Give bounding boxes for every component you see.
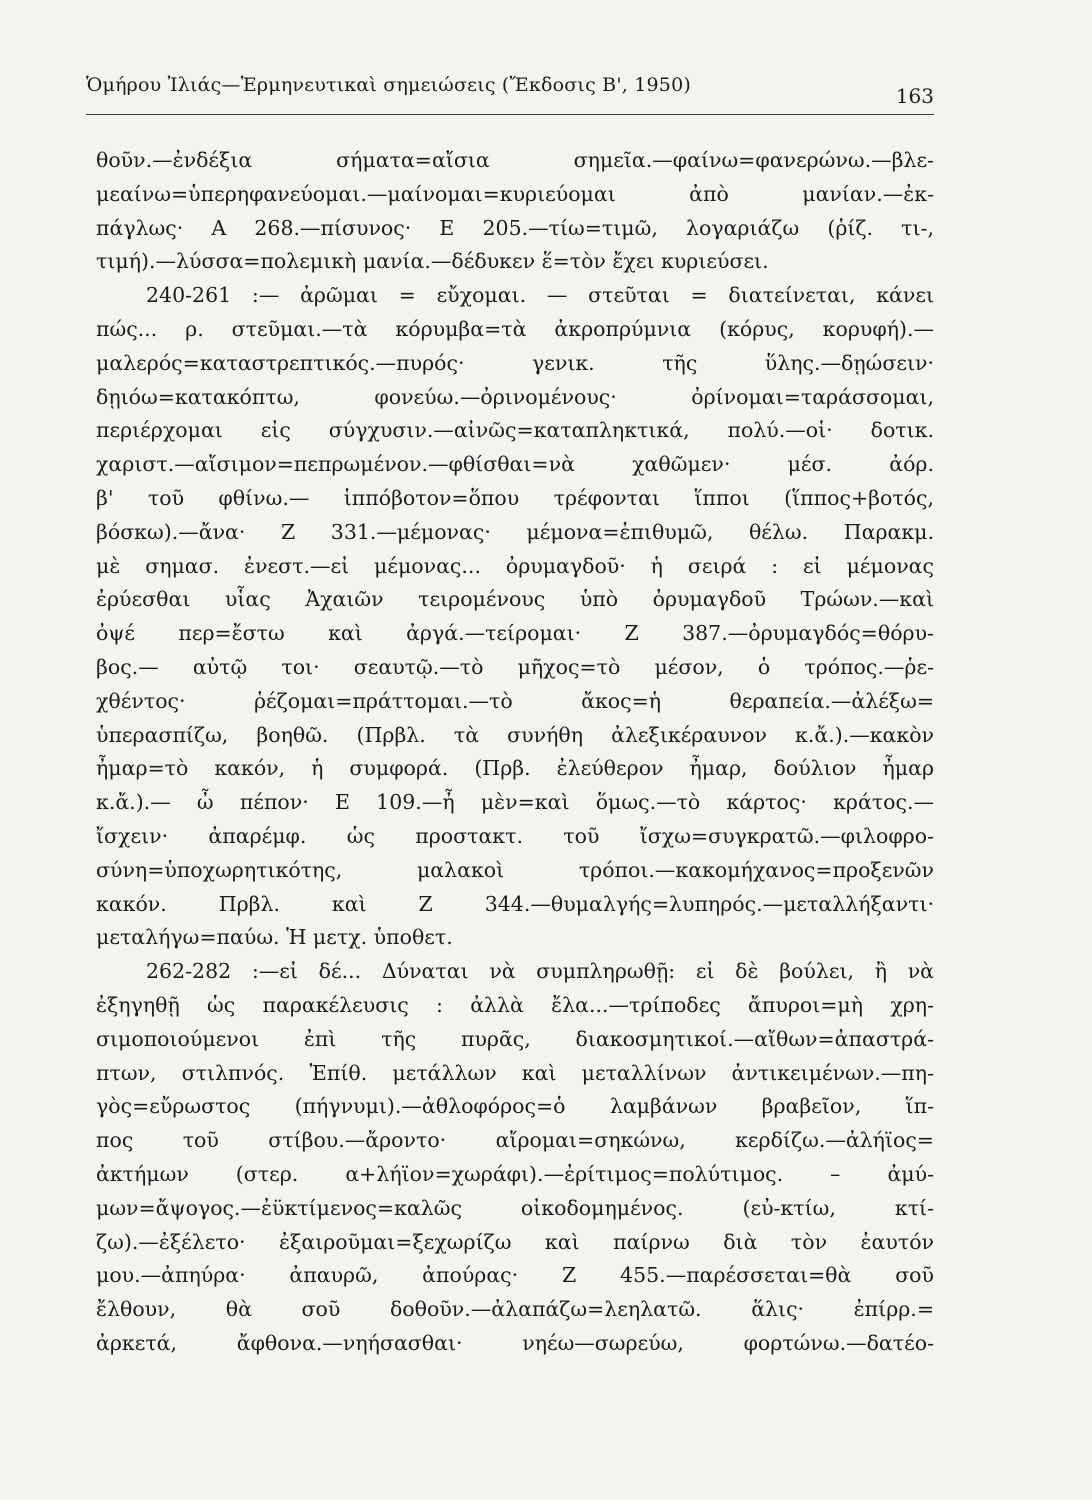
text-line: ἐξηγηθῇ ὡς παρακέλευσις : ἀλλὰ ἔλα...—τρίποδες ἄπυροι=μὴ χρη-: [96, 992, 934, 1017]
text-line: πος τοῦ στίβου.—ἄροντο· αἴρομαι=σηκώνω, κερδίζω.—ἀλήϊος=: [96, 1128, 934, 1153]
text-line: ἦμαρ=τὸ κακόν, ἡ συμφορά. (Πρβ. ἐλεύθερον ἦμαρ, δούλιον ἦμαρ: [96, 756, 934, 781]
page-number: 163: [895, 84, 934, 108]
text-line: περιέρχομαι εἰς σύγχυσιν.—αἰνῶς=καταπληκτικά, πολύ.—οἱ· δοτικ.: [96, 418, 934, 443]
text-line: σύνη=ὑποχωρητικότης, μαλακοὶ τρόποι.—κακομήχανος=προξενῶν: [96, 857, 934, 882]
text-line: κ.ἄ.).— ὦ πέπον· Ε 109.—ἦ μὲν=καὶ ὅμως.—τὸ κάρτος· κράτος.—: [96, 790, 934, 815]
text-line-section-start: 262-282 :—εἰ δέ... Δύναται νὰ συμπληρωθῇ: εἰ δὲ βούλει, ἢ νὰ: [146, 959, 934, 984]
text-line: μου.—ἀπηύρα· ἀπαυρῶ, ἀπούρας· Ζ 455.—παρέσσεται=θὰ σοῦ: [96, 1263, 934, 1288]
text-line: πώς... ρ. στεῦμαι.—τὰ κόρυμβα=τὰ ἀκροπρύμνια (κόρυς, κορυφή).—: [96, 316, 934, 341]
text-line: βόσκω).—ἄνα· Ζ 331.—μέμονας· μέμονα=ἐπιθυμῶ, θέλω. Παρακμ.: [96, 519, 934, 544]
text-line: ἴσχειν· ἀπαρέμφ. ὡς προστακτ. τοῦ ἴσχω=συγκρατῶ.—φιλοφρο-: [96, 823, 934, 848]
text-line: ἔλθουν, θὰ σοῦ δοθοῦν.—ἀλαπάζω=λεηλατῶ. ἅλις· ἐπίρρ.=: [96, 1297, 934, 1322]
text-line: τιμή).—λύσσα=πολεμικὴ μανία.—δέδυκεν ἕ=τὸν ἔχει κυριεύσει.: [96, 249, 769, 274]
text-line: βος.— αὐτῷ τοι· σεαυτῷ.—τὸ μῆχος=τὸ μέσον, ὁ τρόπος.—ῥε-: [96, 654, 934, 679]
text-line: μων=ἄψογος.—ἐϋκτίμενος=καλῶς οἰκοδομημένος. (εὐ-κτίω, κτί-: [96, 1195, 934, 1220]
text-line: χαριστ.—αἴσιμον=πεπρωμένον.—φθίσθαι=νὰ χαθῶμεν· μέσ. ἀόρ.: [96, 452, 934, 477]
text-line: δῃιόω=κατακόπτω, φονεύω.—ὀρινομένους· ὀρίνομαι=ταράσσομαι,: [96, 384, 934, 409]
running-head: Ὁμήρου Ἰλιάς—Ἑρμηνευτικαὶ σημειώσεις (Ἔκδοσις Β', 1950): [86, 74, 691, 96]
text-line: πάγλως· Α 268.—πίσυνος· Ε 205.—τίω=τιμῶ, λογαριάζω (ῥίζ. τι-,: [96, 215, 934, 240]
text-line: σιμοποιούμενοι ἐπὶ τῆς πυρᾶς, διακοσμητικοί.—αἴθων=ἀπαστρά-: [96, 1026, 934, 1051]
text-line: ἀρκετά, ἄφθονα.—νηήσασθαι· νηέω—σωρεύω, φορτώνω.—δατέο-: [96, 1330, 934, 1355]
text-line: β' τοῦ φθίνω.— ἱππόβοτον=ὅπου τρέφονται ἵπποι (ἵππος+βοτός,: [96, 485, 934, 510]
text-line: μὲ σημασ. ἐνεστ.—εἰ μέμονας... ὀρυμαγδοῦ· ἡ σειρά : εἰ μέμονας: [96, 553, 934, 578]
text-line: ὀψέ περ=ἔστω καὶ ἀργά.—τείρομαι· Ζ 387.—ὀρυμαγδός=θόρυ-: [96, 621, 934, 646]
text-line: ἀκτήμων (στερ. α+λήϊον=χωράφι).—ἐρίτιμος=πολύτιμος. – ἀμύ-: [96, 1161, 934, 1186]
text-line: πτων, στιλπνός. Ἐπίθ. μετάλλων καὶ μεταλλίνων ἀντικειμένων.—πη-: [96, 1060, 934, 1085]
text-line: μεταλήγω=παύω. Ἡ μετχ. ὑποθετ.: [96, 925, 453, 950]
text-line: γὸς=εὔρωστος (πήγνυμι).—ἀθλοφόρος=ὁ λαμβάνων βραβεῖον, ἵπ-: [96, 1094, 934, 1119]
page-header: [86, 64, 934, 115]
text-line: ἐρύεσθαι υἷας Ἀχαιῶν τειρομένους ὑπὸ ὀρυμαγδοῦ Τρώων.—καὶ: [96, 587, 934, 612]
commentary-text: [96, 144, 934, 1361]
text-line: μαλερός=καταστρεπτικός.—πυρός· γενικ. τῆς ὕλης.—δῃώσειν·: [96, 350, 934, 375]
text-line: χθέντος· ῥέζομαι=πράττομαι.—τὸ ἄκος=ἡ θεραπεία.—ἀλέξω=: [96, 688, 934, 713]
text-line: ὑπερασπίζω, βοηθῶ. (Πρβλ. τὰ συνήθη ἀλεξικέραυνον κ.ἄ.).—κακὸν: [96, 722, 934, 747]
text-line: μεαίνω=ὑπερηφανεύομαι.—μαίνομαι=κυριεύομαι ἀπὸ μανίαν.—ἐκ-: [96, 181, 934, 206]
text-line: κακόν. Πρβλ. καὶ Ζ 344.—θυμαλγής=λυπηρός.—μεταλλήξαντι·: [96, 891, 934, 916]
text-line: ζω).—ἐξέλετο· ἐξαιροῦμαι=ξεχωρίζω καὶ παίρνω διὰ τὸν ἑαυτόν: [96, 1229, 934, 1254]
text-line: θοῦν.—ἐνδέξια σήματα=αἴσια σημεῖα.—φαίνω=φανερώνω.—βλε-: [96, 148, 934, 172]
text-line-section-start: 240-261 :— ἀρῶμαι = εὔχομαι. — στεῦται = διατείνεται, κάνει: [146, 283, 934, 308]
